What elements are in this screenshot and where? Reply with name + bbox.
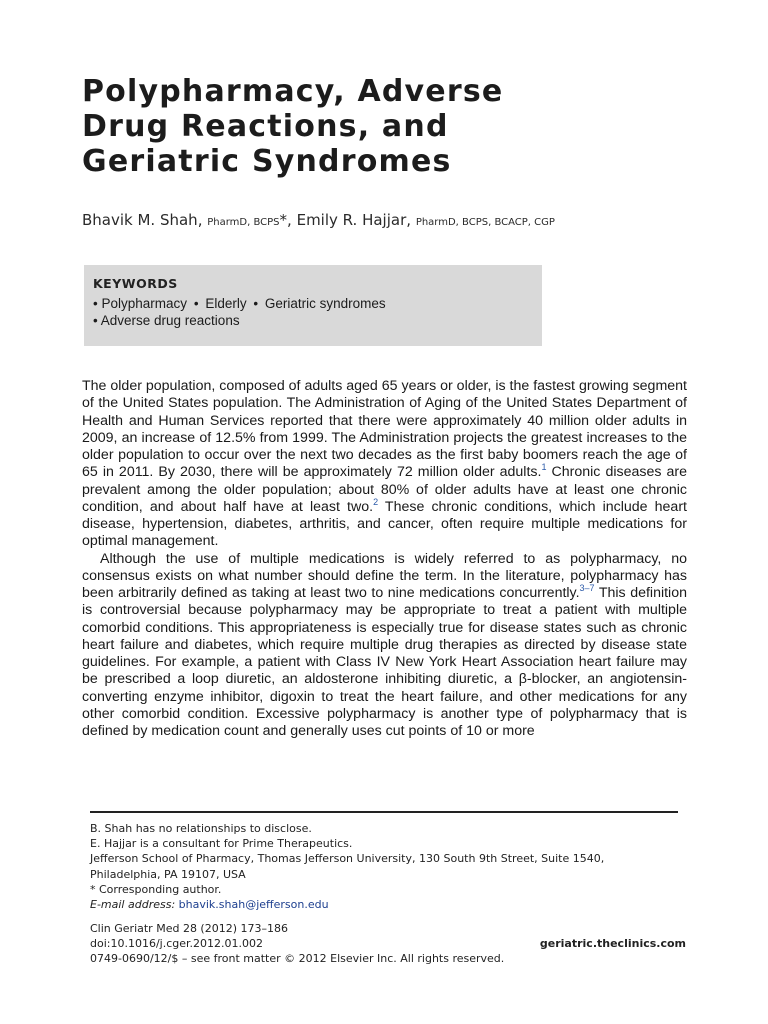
keywords-line	[93, 295, 542, 312]
keywords-heading: KEYWORDS	[93, 276, 178, 291]
reference-link[interactable]: 1	[541, 462, 547, 473]
body-text-span: This definition is controversial because polypharmacy may be appropriate to treat a patient with multiple comorbid conditions. This appropriateness is especially true for disease states such as chronic heart failure and diabetes, which require multiple drug therapies as directed by disease state guidelines. For example, a patient with Class IV New York Heart Association heart failure may be prescribed a loop diuretic, an aldosterone inhibiting diuretic, a β-blocker, an angiotensin-converting enzyme inhibitor, digoxin to treat the heart failure, and other medications for any other comorbid condition. Excessive polypharmacy is another type of polypharmacy that is defined by medication count and generally uses cut points of 10 or more	[82, 585, 687, 739]
body-text-span: These chronic conditions, which include heart disease, hypertension, diabetes, arthritis, and cancer, often require multiple medications for optimal management.	[82, 498, 687, 550]
bullet: •	[193, 296, 199, 311]
bullet: •	[93, 296, 98, 311]
body-paragraph	[82, 378, 687, 551]
author-credentials: PharmD, BCPS	[207, 217, 280, 228]
reference-link[interactable]: 2	[373, 496, 379, 507]
author-list	[82, 211, 702, 229]
disclosure: B. Shah has no relationships to disclose.	[90, 822, 312, 835]
email-label: E-mail address:	[90, 898, 176, 912]
keywords-box	[84, 265, 542, 346]
title-line: Drug Reactions, and	[82, 109, 449, 144]
keyword: Polypharmacy	[101, 296, 188, 311]
affiliation: Philadelphia, PA 19107, USA	[90, 867, 246, 881]
body-text-span: The older population, composed of adults aged 65 years or older, is the fastest growing segment of the United States population. The Administration of Aging of the United States Department of Health and Human Services reported that there were approximately 40 million older adults in 2009, an increase of 12.5% from 1999. The Administration projects the greatest increases to the older population to occur over the next two decades as the first baby boomers reach the age of 65 in 2011. By 2030, there will be approximately 72 million older adults.	[82, 378, 687, 481]
keywords-line	[93, 312, 542, 329]
affiliation: Jefferson School of Pharmacy, Thomas Jefferson University, 130 South 9th Street, Suite 1540,	[90, 852, 605, 866]
corresponding-author-note: * Corresponding author.	[90, 882, 222, 896]
article-title	[82, 74, 682, 179]
title-line: Polypharmacy, Adverse	[82, 74, 504, 109]
doi: doi:10.1016/j.cger.2012.01.002	[90, 937, 264, 951]
footnotes	[90, 821, 690, 912]
body-text-span: Although the use of multiple medications is widely referred to as polypharmacy, no consensus exists on what number should define the term. In the literature, polypharmacy has been arbitrarily defined as taking at least two to nine medications concurrently.	[82, 550, 687, 601]
keyword: Geriatric syndromes	[264, 296, 386, 311]
author-name: Emily R. Hajjar,	[296, 211, 412, 229]
journal-url-link[interactable]: geriatric.theclinics.com	[539, 937, 686, 950]
bullet: •	[253, 296, 259, 311]
article-body	[82, 378, 687, 740]
keyword: Adverse drug reactions	[100, 313, 240, 328]
footnote-divider	[90, 811, 678, 813]
corresponding-mark: *,	[279, 211, 292, 229]
email-line	[90, 897, 690, 912]
keyword: Elderly	[205, 296, 247, 311]
email-link[interactable]: bhavik.shah@jefferson.edu	[178, 898, 329, 912]
body-text-span: Chronic diseases are prevalent among the older population; about 80% of older adults have at least one chronic condition, and about half have at least two.	[82, 464, 687, 515]
copyright: 0749-0690/12/$ – see front matter © 2012 Elsevier Inc. All rights reserved.	[90, 952, 505, 966]
author-credentials: PharmD, BCPS, BCACP, CGP	[415, 217, 555, 228]
body-paragraph	[82, 551, 687, 741]
disclosure: E. Hajjar is a consultant for Prime Therapeutics.	[90, 837, 353, 851]
author-name: Bhavik M. Shah,	[82, 211, 203, 229]
title-line: Geriatric Syndromes	[82, 144, 452, 179]
reference-link[interactable]: 3–7	[579, 583, 595, 593]
journal-citation: Clin Geriatr Med 28 (2012) 173–186	[90, 922, 288, 935]
bullet: •	[93, 313, 98, 328]
